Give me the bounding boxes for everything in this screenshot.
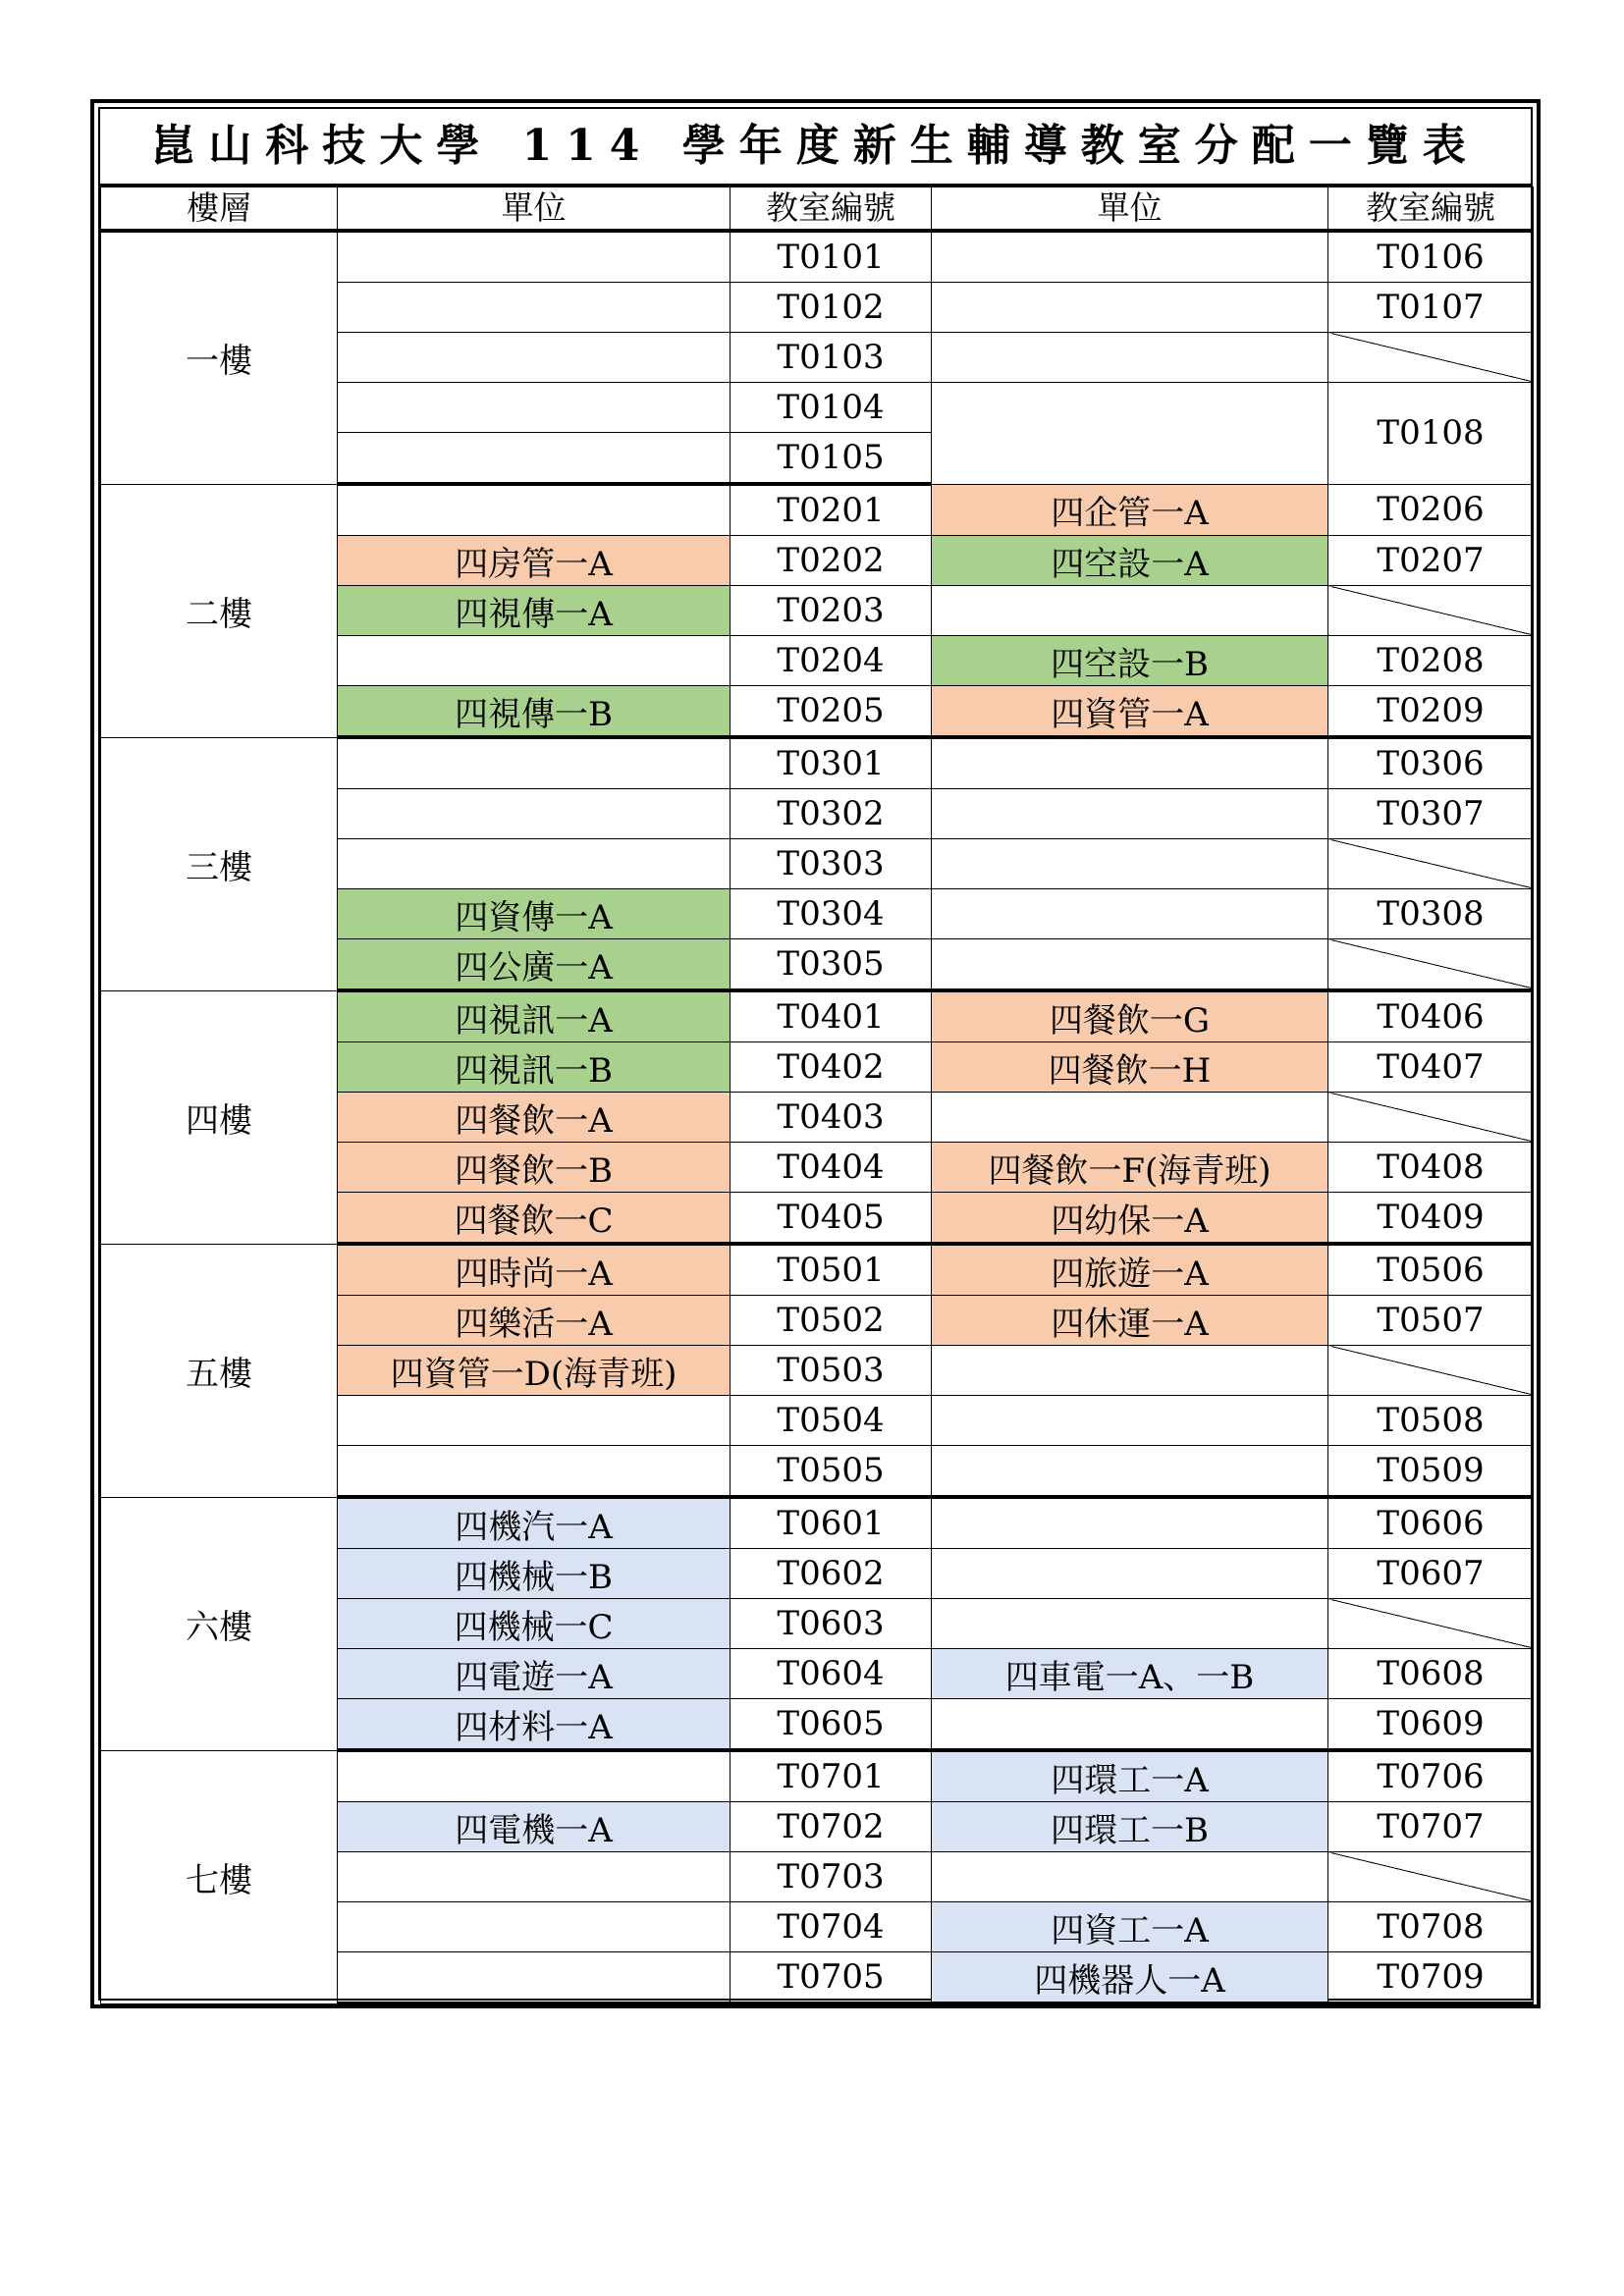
unit-cell-left: 四餐飲一A	[338, 1093, 731, 1143]
table-row	[101, 1750, 1534, 1802]
unit-cell-right	[932, 1346, 1328, 1396]
room-cell-left: T0104	[731, 383, 932, 433]
unit-cell-left	[338, 1952, 731, 2004]
empty-room-cell	[1328, 1852, 1534, 1902]
room-cell-right: T0506	[1328, 1244, 1534, 1296]
unit-cell-left	[338, 484, 731, 536]
unit-cell-right: 四餐飲一F(海青班)	[932, 1143, 1328, 1193]
room-cell-left: T0703	[731, 1852, 932, 1902]
unit-cell-right	[932, 1396, 1328, 1446]
unit-cell-right	[932, 1446, 1328, 1498]
unit-cell-right: 四餐飲一G	[932, 990, 1328, 1042]
floor-label: 三樓	[101, 737, 338, 990]
unit-cell-right	[932, 1093, 1328, 1143]
table-row	[101, 231, 1534, 283]
unit-cell-left: 四電遊一A	[338, 1649, 731, 1699]
room-cell-right: T0409	[1328, 1193, 1534, 1245]
room-cell-left: T0202	[731, 536, 932, 586]
unit-cell-right	[932, 1699, 1328, 1751]
header-unit-right: 單位	[932, 187, 1328, 232]
unit-cell-left: 四資管一D(海青班)	[338, 1346, 731, 1396]
room-cell-right: T0407	[1328, 1042, 1534, 1093]
room-cell-left: T0405	[731, 1193, 932, 1245]
unit-cell-left: 四餐飲一B	[338, 1143, 731, 1193]
room-cell-left: T0303	[731, 839, 932, 889]
empty-room-cell	[1328, 333, 1534, 383]
unit-cell-left	[338, 1852, 731, 1902]
room-cell-left: T0602	[731, 1549, 932, 1599]
room-cell-right: T0509	[1328, 1446, 1534, 1498]
page-title: 崑山科技大學 114 學年度新生輔導教室分配一覽表	[100, 109, 1531, 187]
room-cell-left: T0705	[731, 1952, 932, 2004]
unit-cell-left	[338, 1902, 731, 1952]
room-cell-left: T0305	[731, 939, 932, 991]
room-cell-right: T0607	[1328, 1549, 1534, 1599]
unit-cell-left: 四視傳一B	[338, 686, 731, 738]
room-cell-right: T0308	[1328, 889, 1534, 939]
unit-cell-left: 四電機一A	[338, 1802, 731, 1852]
unit-cell-left	[338, 283, 731, 333]
unit-cell-left: 四視訊一B	[338, 1042, 731, 1093]
table-row	[101, 484, 1534, 536]
room-cell-left: T0101	[731, 231, 932, 283]
unit-cell-left	[338, 789, 731, 839]
unit-cell-left	[338, 383, 731, 433]
empty-room-cell	[1328, 939, 1534, 991]
room-cell-right: T0307	[1328, 789, 1534, 839]
unit-cell-left: 四視傳一A	[338, 586, 731, 636]
room-cell-left: T0404	[731, 1143, 932, 1193]
floor-label: 四樓	[101, 990, 338, 1244]
room-cell-left: T0301	[731, 737, 932, 789]
room-cell-right: T0209	[1328, 686, 1534, 738]
unit-cell-right	[932, 383, 1328, 485]
table-row	[101, 737, 1534, 789]
empty-room-cell	[1328, 586, 1534, 636]
room-cell-left: T0702	[731, 1802, 932, 1852]
allocation-sheet	[90, 99, 1541, 2008]
room-cell-right: T0507	[1328, 1296, 1534, 1346]
empty-room-cell	[1328, 1346, 1534, 1396]
floor-label: 一樓	[101, 231, 338, 484]
room-cell-left: T0302	[731, 789, 932, 839]
unit-cell-left: 四樂活一A	[338, 1296, 731, 1346]
unit-cell-left	[338, 1446, 731, 1498]
unit-cell-right: 四休運一A	[932, 1296, 1328, 1346]
unit-cell-right	[932, 737, 1328, 789]
unit-cell-left: 四機汽一A	[338, 1497, 731, 1549]
room-cell-left: T0504	[731, 1396, 932, 1446]
room-cell-left: T0604	[731, 1649, 932, 1699]
unit-cell-right: 四環工一B	[932, 1802, 1328, 1852]
room-cell-left: T0503	[731, 1346, 932, 1396]
unit-cell-left	[338, 333, 731, 383]
unit-cell-left: 四視訊一A	[338, 990, 731, 1042]
room-cell-left: T0102	[731, 283, 932, 333]
room-cell-right: T0608	[1328, 1649, 1534, 1699]
room-cell-left: T0201	[731, 484, 932, 536]
header-unit-left: 單位	[338, 187, 731, 232]
unit-cell-left	[338, 231, 731, 283]
unit-cell-left: 四餐飲一C	[338, 1193, 731, 1245]
unit-cell-left: 四機械一B	[338, 1549, 731, 1599]
unit-cell-right: 四旅遊一A	[932, 1244, 1328, 1296]
room-cell-right: T0108	[1328, 383, 1534, 485]
unit-cell-right: 四企管一A	[932, 484, 1328, 536]
allocation-table	[100, 187, 1534, 2005]
room-cell-left: T0505	[731, 1446, 932, 1498]
unit-cell-right	[932, 789, 1328, 839]
room-cell-left: T0105	[731, 433, 932, 485]
unit-cell-left	[338, 839, 731, 889]
empty-room-cell	[1328, 1093, 1534, 1143]
room-cell-left: T0605	[731, 1699, 932, 1751]
room-cell-right: T0709	[1328, 1952, 1534, 2004]
room-cell-right: T0106	[1328, 231, 1534, 283]
unit-cell-left: 四時尚一A	[338, 1244, 731, 1296]
unit-cell-left: 四資傳一A	[338, 889, 731, 939]
room-cell-left: T0704	[731, 1902, 932, 1952]
room-cell-right: T0406	[1328, 990, 1534, 1042]
unit-cell-right: 四空設一B	[932, 636, 1328, 686]
room-cell-right: T0306	[1328, 737, 1534, 789]
room-cell-right: T0107	[1328, 283, 1534, 333]
unit-cell-right: 四資工一A	[932, 1902, 1328, 1952]
floor-label: 七樓	[101, 1750, 338, 2003]
table-row	[101, 1244, 1534, 1296]
unit-cell-left: 四材料一A	[338, 1699, 731, 1751]
room-cell-left: T0402	[731, 1042, 932, 1093]
room-cell-left: T0103	[731, 333, 932, 383]
unit-cell-right: 四車電一A、一B	[932, 1649, 1328, 1699]
room-cell-right: T0708	[1328, 1902, 1534, 1952]
table-row	[101, 1497, 1534, 1549]
room-cell-right: T0606	[1328, 1497, 1534, 1549]
unit-cell-left: 四公廣一A	[338, 939, 731, 991]
room-cell-left: T0205	[731, 686, 932, 738]
room-cell-left: T0203	[731, 586, 932, 636]
room-cell-right: T0206	[1328, 484, 1534, 536]
unit-cell-left	[338, 1750, 731, 1802]
unit-cell-right	[932, 939, 1328, 991]
unit-cell-right	[932, 839, 1328, 889]
room-cell-left: T0601	[731, 1497, 932, 1549]
empty-room-cell	[1328, 839, 1534, 889]
unit-cell-left: 四房管一A	[338, 536, 731, 586]
floor-label: 二樓	[101, 484, 338, 737]
unit-cell-right	[932, 1549, 1328, 1599]
room-cell-left: T0403	[731, 1093, 932, 1143]
room-cell-left: T0701	[731, 1750, 932, 1802]
unit-cell-right	[932, 1599, 1328, 1649]
unit-cell-right	[932, 1852, 1328, 1902]
unit-cell-right	[932, 283, 1328, 333]
unit-cell-right: 四空設一A	[932, 536, 1328, 586]
unit-cell-right	[932, 889, 1328, 939]
room-cell-right: T0208	[1328, 636, 1534, 686]
empty-room-cell	[1328, 1599, 1534, 1649]
room-cell-left: T0603	[731, 1599, 932, 1649]
unit-cell-left: 四機械一C	[338, 1599, 731, 1649]
unit-cell-right	[932, 333, 1328, 383]
room-cell-left: T0204	[731, 636, 932, 686]
room-cell-left: T0502	[731, 1296, 932, 1346]
unit-cell-left	[338, 433, 731, 485]
unit-cell-right: 四資管一A	[932, 686, 1328, 738]
header-floor: 樓層	[101, 187, 338, 232]
room-cell-right: T0408	[1328, 1143, 1534, 1193]
header-room-left: 教室編號	[731, 187, 932, 232]
unit-cell-right	[932, 231, 1328, 283]
room-cell-left: T0501	[731, 1244, 932, 1296]
unit-cell-left	[338, 636, 731, 686]
unit-cell-right: 四餐飲一H	[932, 1042, 1328, 1093]
room-cell-right: T0207	[1328, 536, 1534, 586]
room-cell-right: T0609	[1328, 1699, 1534, 1751]
unit-cell-left	[338, 737, 731, 789]
header-room-right: 教室編號	[1328, 187, 1534, 232]
unit-cell-right	[932, 1497, 1328, 1549]
room-cell-left: T0304	[731, 889, 932, 939]
room-cell-right: T0707	[1328, 1802, 1534, 1852]
unit-cell-right	[932, 586, 1328, 636]
unit-cell-right: 四幼保一A	[932, 1193, 1328, 1245]
floor-label: 六樓	[101, 1497, 338, 1750]
sheet-inner-frame	[98, 107, 1533, 2001]
table-row	[101, 990, 1534, 1042]
floor-label: 五樓	[101, 1244, 338, 1497]
header-row	[101, 187, 1534, 232]
unit-cell-right: 四環工一A	[932, 1750, 1328, 1802]
unit-cell-right: 四機器人一A	[932, 1952, 1328, 2004]
room-cell-right: T0508	[1328, 1396, 1534, 1446]
unit-cell-left	[338, 1396, 731, 1446]
room-cell-right: T0706	[1328, 1750, 1534, 1802]
room-cell-left: T0401	[731, 990, 932, 1042]
